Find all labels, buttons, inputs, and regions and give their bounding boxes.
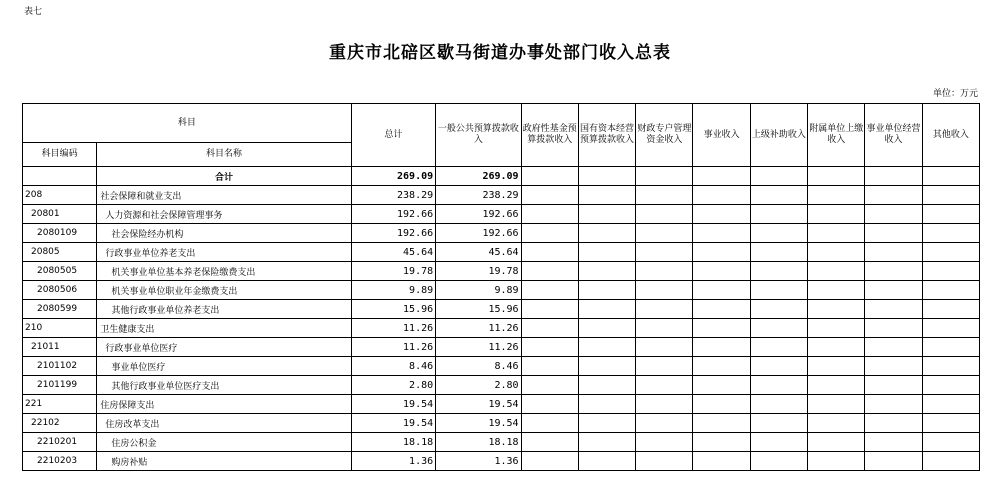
- empty-cell: [865, 452, 922, 471]
- empty-cell: [922, 205, 979, 224]
- empty-cell: [578, 376, 635, 395]
- general-budget-cell: 19.78: [436, 262, 521, 281]
- empty-cell: [636, 186, 693, 205]
- general-budget-cell: 11.26: [436, 319, 521, 338]
- empty-cell: [693, 319, 750, 338]
- empty-cell: [693, 167, 750, 186]
- empty-cell: [636, 167, 693, 186]
- table-row: [23, 262, 980, 281]
- empty-cell: [750, 319, 807, 338]
- subject-name-cell: 机关事业单位职业年金缴费支出: [97, 281, 351, 300]
- total-amount-cell: 192.66: [351, 224, 435, 243]
- empty-cell: [922, 243, 979, 262]
- empty-cell: [636, 376, 693, 395]
- empty-cell: [922, 395, 979, 414]
- subject-code-cell: 208: [23, 186, 97, 205]
- total-amount-cell: 238.29: [351, 186, 435, 205]
- empty-cell: [750, 357, 807, 376]
- empty-cell: [693, 262, 750, 281]
- header-affiliated-turnover: 附属单位上缴收入: [808, 104, 865, 167]
- table-row: [23, 338, 980, 357]
- total-amount-cell: 19.54: [351, 395, 435, 414]
- general-budget-cell: 45.64: [436, 243, 521, 262]
- empty-cell: [808, 186, 865, 205]
- table-row: [23, 414, 980, 433]
- header-subject-name: 科目名称: [97, 143, 351, 167]
- empty-cell: [693, 414, 750, 433]
- empty-cell: [922, 300, 979, 319]
- empty-cell: [578, 186, 635, 205]
- general-budget-cell: 18.18: [436, 433, 521, 452]
- empty-cell: [922, 452, 979, 471]
- page-tag: 表七: [24, 7, 43, 17]
- table-row: [23, 452, 980, 471]
- subject-name-cell: 人力资源和社会保障管理事务: [97, 205, 351, 224]
- empty-cell: [865, 205, 922, 224]
- subject-code-cell: 2080599: [23, 300, 97, 319]
- header-business-income: 事业收入: [693, 104, 750, 167]
- empty-cell: [578, 281, 635, 300]
- empty-cell: [922, 281, 979, 300]
- general-budget-cell: 19.54: [436, 414, 521, 433]
- total-amount-cell: 9.89: [351, 281, 435, 300]
- empty-cell: [750, 414, 807, 433]
- empty-cell: [808, 357, 865, 376]
- empty-cell: [521, 338, 578, 357]
- empty-cell: [578, 433, 635, 452]
- header-subject-code: 科目编码: [23, 143, 97, 167]
- empty-cell: [693, 395, 750, 414]
- subject-code-cell: 20801: [23, 205, 97, 224]
- empty-cell: [636, 414, 693, 433]
- subject-code-cell: 2210203: [23, 452, 97, 471]
- general-budget-cell: 238.29: [436, 186, 521, 205]
- empty-cell: [636, 262, 693, 281]
- empty-cell: [636, 338, 693, 357]
- empty-cell: [865, 395, 922, 414]
- empty-cell: [922, 224, 979, 243]
- empty-cell: [693, 376, 750, 395]
- empty-cell: [922, 433, 979, 452]
- table-row: [23, 281, 980, 300]
- header-other-income: 其他收入: [922, 104, 979, 167]
- empty-cell: [693, 433, 750, 452]
- general-budget-cell: 15.96: [436, 300, 521, 319]
- subject-name-cell: 住房公积金: [97, 433, 351, 452]
- empty-cell: [808, 300, 865, 319]
- empty-cell: [578, 338, 635, 357]
- empty-cell: [693, 243, 750, 262]
- empty-cell: [521, 433, 578, 452]
- subject-name-cell: 购房补贴: [97, 452, 351, 471]
- empty-cell: [521, 281, 578, 300]
- subject-code-cell: 20805: [23, 243, 97, 262]
- empty-cell: [636, 395, 693, 414]
- empty-cell: [865, 281, 922, 300]
- subject-code-cell: 2101199: [23, 376, 97, 395]
- header-general-budget: 一般公共预算拨款收入: [436, 104, 521, 167]
- table-row: [23, 300, 980, 319]
- empty-cell: [865, 262, 922, 281]
- empty-cell: [636, 224, 693, 243]
- empty-cell: [865, 186, 922, 205]
- header-gov-fund: 政府性基金预算拨款收入: [521, 104, 578, 167]
- general-budget-cell: 2.80: [436, 376, 521, 395]
- empty-cell: [578, 414, 635, 433]
- empty-cell: [521, 357, 578, 376]
- empty-cell: [578, 224, 635, 243]
- empty-cell: [865, 376, 922, 395]
- total-code-cell: [23, 167, 97, 186]
- general-budget-cell: 192.66: [436, 224, 521, 243]
- unit-label: 单位：万元: [932, 89, 978, 99]
- empty-cell: [865, 167, 922, 186]
- empty-cell: [922, 376, 979, 395]
- empty-cell: [521, 205, 578, 224]
- empty-cell: [808, 452, 865, 471]
- general-budget-cell: 1.36: [436, 452, 521, 471]
- empty-cell: [636, 300, 693, 319]
- table-row: [23, 395, 980, 414]
- total-row: [23, 167, 980, 186]
- total-amount-cell: 1.36: [351, 452, 435, 471]
- empty-cell: [865, 300, 922, 319]
- empty-cell: [636, 357, 693, 376]
- empty-cell: [693, 338, 750, 357]
- total-amount-cell: 2.80: [351, 376, 435, 395]
- empty-cell: [808, 167, 865, 186]
- empty-cell: [808, 338, 865, 357]
- subject-name-cell: 行政事业单位养老支出: [97, 243, 351, 262]
- table-row: [23, 357, 980, 376]
- subject-code-cell: 22102: [23, 414, 97, 433]
- empty-cell: [578, 167, 635, 186]
- empty-cell: [750, 452, 807, 471]
- empty-cell: [808, 262, 865, 281]
- header-operating-income: 事业单位经营收入: [865, 104, 922, 167]
- empty-cell: [808, 224, 865, 243]
- empty-cell: [808, 205, 865, 224]
- empty-cell: [693, 357, 750, 376]
- empty-cell: [521, 376, 578, 395]
- subject-name-cell: 社会保险经办机构: [97, 224, 351, 243]
- subject-code-cell: 21011: [23, 338, 97, 357]
- empty-cell: [750, 300, 807, 319]
- empty-cell: [750, 243, 807, 262]
- empty-cell: [808, 395, 865, 414]
- empty-cell: [521, 452, 578, 471]
- empty-cell: [750, 433, 807, 452]
- total-amount-cell: 19.54: [351, 414, 435, 433]
- empty-cell: [693, 452, 750, 471]
- empty-cell: [750, 224, 807, 243]
- total-amount-cell: 19.78: [351, 262, 435, 281]
- empty-cell: [808, 433, 865, 452]
- empty-cell: [808, 414, 865, 433]
- empty-cell: [750, 376, 807, 395]
- empty-cell: [636, 433, 693, 452]
- empty-cell: [750, 186, 807, 205]
- empty-cell: [808, 376, 865, 395]
- total-label: 合计: [97, 167, 351, 186]
- total-general-amount: 269.09: [436, 167, 521, 186]
- subject-name-cell: 住房改革支出: [97, 414, 351, 433]
- table-row: [23, 224, 980, 243]
- empty-cell: [636, 281, 693, 300]
- empty-cell: [750, 281, 807, 300]
- subject-name-cell: 其他行政事业单位养老支出: [97, 300, 351, 319]
- subject-name-cell: 卫生健康支出: [97, 319, 351, 338]
- empty-cell: [521, 319, 578, 338]
- empty-cell: [636, 243, 693, 262]
- table-row: [23, 205, 980, 224]
- empty-cell: [521, 300, 578, 319]
- subject-name-cell: 行政事业单位医疗: [97, 338, 351, 357]
- empty-cell: [521, 186, 578, 205]
- total-amount-cell: 11.26: [351, 338, 435, 357]
- subject-name-cell: 其他行政事业单位医疗支出: [97, 376, 351, 395]
- empty-cell: [750, 167, 807, 186]
- empty-cell: [578, 357, 635, 376]
- empty-cell: [865, 414, 922, 433]
- total-amount-cell: 11.26: [351, 319, 435, 338]
- empty-cell: [521, 224, 578, 243]
- subject-code-cell: 2080505: [23, 262, 97, 281]
- empty-cell: [693, 186, 750, 205]
- general-budget-cell: 8.46: [436, 357, 521, 376]
- empty-cell: [750, 338, 807, 357]
- empty-cell: [521, 243, 578, 262]
- empty-cell: [521, 395, 578, 414]
- empty-cell: [578, 262, 635, 281]
- empty-cell: [521, 262, 578, 281]
- income-summary-table: [22, 103, 980, 471]
- subject-name-cell: 机关事业单位基本养老保险缴费支出: [97, 262, 351, 281]
- total-amount-cell: 15.96: [351, 300, 435, 319]
- empty-cell: [578, 395, 635, 414]
- table-row: [23, 186, 980, 205]
- general-budget-cell: 11.26: [436, 338, 521, 357]
- subject-code-cell: 2080506: [23, 281, 97, 300]
- header-fiscal-special: 财政专户管理资金收入: [636, 104, 693, 167]
- empty-cell: [636, 205, 693, 224]
- subject-name-cell: 社会保障和就业支出: [97, 186, 351, 205]
- empty-cell: [865, 224, 922, 243]
- subject-code-cell: 2210201: [23, 433, 97, 452]
- table-row: [23, 243, 980, 262]
- empty-cell: [922, 319, 979, 338]
- total-amount-cell: 8.46: [351, 357, 435, 376]
- subject-code-cell: 2080109: [23, 224, 97, 243]
- empty-cell: [808, 243, 865, 262]
- empty-cell: [922, 338, 979, 357]
- header-state-capital: 国有资本经营预算拨款收入: [578, 104, 635, 167]
- table-row: [23, 433, 980, 452]
- subject-code-cell: 221: [23, 395, 97, 414]
- general-budget-cell: 19.54: [436, 395, 521, 414]
- empty-cell: [578, 243, 635, 262]
- total-amount-cell: 45.64: [351, 243, 435, 262]
- empty-cell: [808, 281, 865, 300]
- empty-cell: [693, 224, 750, 243]
- empty-cell: [521, 414, 578, 433]
- empty-cell: [808, 319, 865, 338]
- empty-cell: [750, 395, 807, 414]
- empty-cell: [922, 414, 979, 433]
- empty-cell: [750, 262, 807, 281]
- empty-cell: [865, 319, 922, 338]
- empty-cell: [521, 167, 578, 186]
- general-budget-cell: 192.66: [436, 205, 521, 224]
- empty-cell: [578, 205, 635, 224]
- header-total: 总计: [351, 104, 435, 167]
- empty-cell: [578, 300, 635, 319]
- header-subject: 科目: [23, 104, 352, 143]
- table-row: [23, 376, 980, 395]
- total-amount: 269.09: [351, 167, 435, 186]
- empty-cell: [636, 452, 693, 471]
- empty-cell: [750, 205, 807, 224]
- empty-cell: [922, 186, 979, 205]
- general-budget-cell: 9.89: [436, 281, 521, 300]
- empty-cell: [922, 262, 979, 281]
- page-title: 重庆市北碚区歇马街道办事处部门收入总表: [329, 43, 671, 63]
- empty-cell: [922, 357, 979, 376]
- empty-cell: [865, 243, 922, 262]
- empty-cell: [865, 433, 922, 452]
- header-superior-subsidy: 上级补助收入: [750, 104, 807, 167]
- table-row: [23, 319, 980, 338]
- total-amount-cell: 18.18: [351, 433, 435, 452]
- subject-name-cell: 事业单位医疗: [97, 357, 351, 376]
- empty-cell: [693, 281, 750, 300]
- empty-cell: [693, 300, 750, 319]
- empty-cell: [636, 319, 693, 338]
- empty-cell: [578, 452, 635, 471]
- empty-cell: [865, 357, 922, 376]
- subject-name-cell: 住房保障支出: [97, 395, 351, 414]
- total-amount-cell: 192.66: [351, 205, 435, 224]
- empty-cell: [922, 167, 979, 186]
- empty-cell: [865, 338, 922, 357]
- subject-code-cell: 210: [23, 319, 97, 338]
- empty-cell: [578, 319, 635, 338]
- subject-code-cell: 2101102: [23, 357, 97, 376]
- empty-cell: [693, 205, 750, 224]
